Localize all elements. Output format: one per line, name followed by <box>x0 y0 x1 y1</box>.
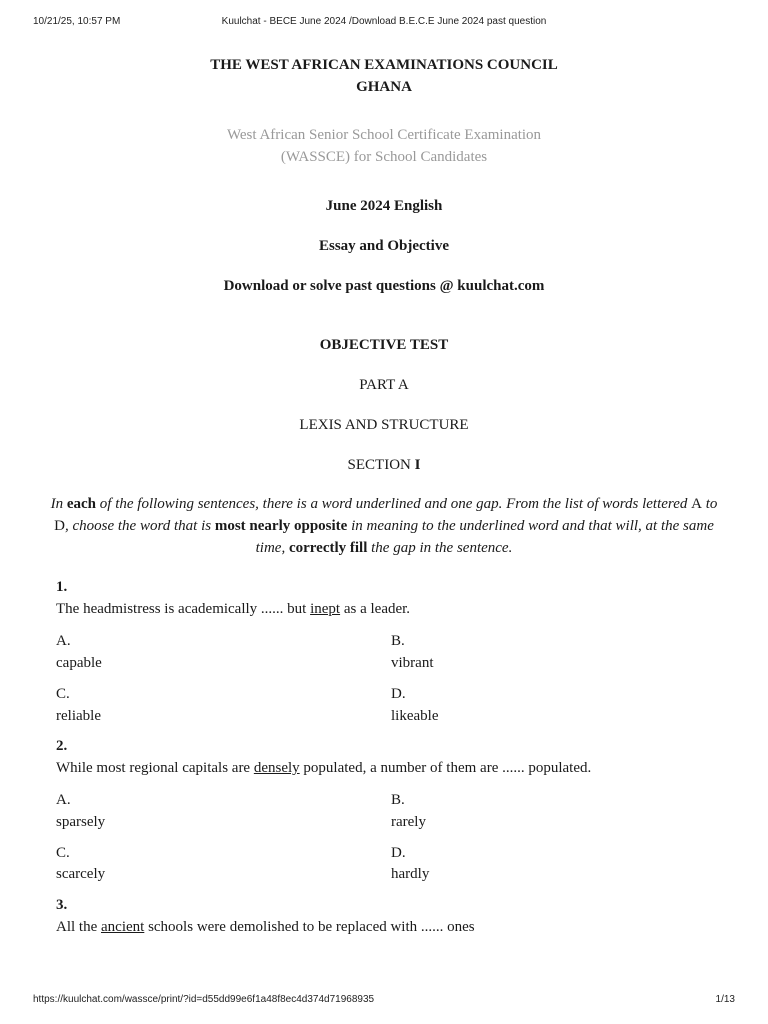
option-c-text[interactable]: reliable <box>56 708 101 724</box>
exam-name-line1: West African Senior School Certificate Examination <box>226 127 542 143</box>
question-text: All the ancient schools were demolished to be replaced with ...... ones <box>56 919 475 935</box>
council-name: THE WEST AFRICAN EXAMINATIONS COUNCIL <box>210 57 558 73</box>
option-b-text[interactable]: rarely <box>391 814 426 830</box>
underlined-word: densely <box>253 760 300 776</box>
part-label: PART A <box>359 377 409 393</box>
option-a-text[interactable]: capable <box>56 655 102 671</box>
option-a-letter[interactable]: A. <box>56 792 71 808</box>
option-d-text[interactable]: likeable <box>391 708 439 724</box>
question-text: The headmistress is academically ...... but inept as a leader. <box>56 601 411 617</box>
option-c-letter[interactable]: C. <box>56 845 70 861</box>
section-number: I <box>414 457 421 473</box>
question-number: 2. <box>56 738 68 754</box>
option-d-letter[interactable]: D. <box>391 845 406 861</box>
section-label: SECTION <box>347 457 411 473</box>
section-heading <box>0 455 768 475</box>
download-note: Download or solve past questions @ kuulchat.com <box>223 278 545 294</box>
question-text: While most regional capitals are densely populated, a number of them are ...... populated. <box>56 760 592 776</box>
print-header <box>0 16 768 32</box>
part-title: LEXIS AND STRUCTURE <box>299 417 469 433</box>
underlined-word: ancient <box>101 919 145 935</box>
test-title: OBJECTIVE TEST <box>319 337 449 353</box>
print-datetime: 10/21/25, 10:57 PM <box>33 16 121 27</box>
section-instructions: In each of the following sentences, there is a word underlined and one gap. From the list of words lettered A to D, choose the word that is most nearly opposite in meaning to the underlined word and that will, at the same time, correctly fill the gap in the sentence. <box>50 496 718 556</box>
option-b-letter[interactable]: B. <box>391 792 405 808</box>
print-footer <box>0 994 768 1010</box>
option-b-letter[interactable]: B. <box>391 633 405 649</box>
council-country: GHANA <box>356 79 412 95</box>
print-url: https://kuulchat.com/wassce/print/?id=d55dd99e6f1a48f8ec4d374d71968935 <box>33 994 375 1005</box>
option-a-text[interactable]: sparsely <box>56 814 106 830</box>
underlined-word: inept <box>310 601 341 617</box>
subject-title: June 2024 English <box>325 198 443 214</box>
exam-name-line2: (WASSCE) for School Candidates <box>280 149 488 165</box>
print-page-title: Kuulchat - BECE June 2024 /Download B.E.C.E June 2024 past question <box>221 16 547 27</box>
paper-type: Essay and Objective <box>318 238 449 254</box>
option-a-letter[interactable]: A. <box>56 633 71 649</box>
question-number: 1. <box>56 579 68 595</box>
option-c-text[interactable]: scarcely <box>56 866 106 882</box>
option-d-text[interactable]: hardly <box>391 866 430 882</box>
print-page-number: 1/13 <box>715 994 735 1005</box>
question-number: 3. <box>56 897 68 913</box>
option-c-letter[interactable]: C. <box>56 686 70 702</box>
exam-council-heading <box>0 54 768 98</box>
option-b-text[interactable]: vibrant <box>391 655 434 671</box>
exam-name <box>0 124 768 168</box>
option-d-letter[interactable]: D. <box>391 686 406 702</box>
